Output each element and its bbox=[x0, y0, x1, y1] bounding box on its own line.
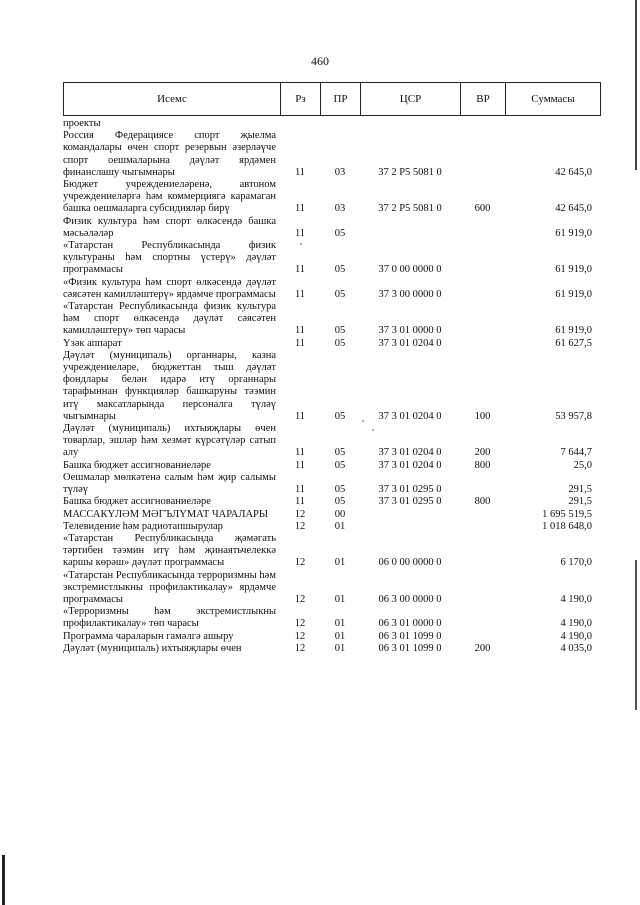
cell-csr: 06 3 01 1099 0 bbox=[378, 630, 442, 642]
cell-rz: 12 bbox=[294, 630, 306, 642]
cell-pr: 01 bbox=[334, 618, 346, 630]
table-header bbox=[63, 82, 601, 116]
cell-vr bbox=[460, 301, 505, 338]
budget-table bbox=[63, 118, 600, 655]
row-name-text: Россия Федерациясе спорт җыелма командалары өчен спорт резервын әзерләүче спорт оешмаларына дәүләт ярдәмен финанслашу чыгымнары bbox=[63, 130, 276, 178]
cell-sum: 1 695 519,5 bbox=[542, 508, 592, 520]
cell-vr bbox=[460, 240, 505, 277]
cell-name bbox=[63, 460, 280, 472]
row-name-text: Телевидение һәм радиотапшырулар bbox=[63, 520, 223, 532]
row-name-text: Башка бюджет ассигнованиеләре bbox=[63, 496, 211, 508]
header-csr: ЦСР bbox=[361, 83, 461, 116]
cell-sum: 4 035,0 bbox=[560, 642, 592, 654]
cell-vr bbox=[460, 606, 505, 630]
cell-name bbox=[63, 496, 280, 508]
row-name-text: «Татарстан Республикасында терроризмны һәм экстремистлыкны профилактикалау» ярдәмче программасы bbox=[63, 569, 276, 605]
cell-csr bbox=[360, 521, 460, 533]
cell-name bbox=[63, 277, 280, 301]
cell-pr: 05 bbox=[334, 410, 346, 422]
row-name-text: Программа чараларын гамәлгә ашыру bbox=[63, 630, 234, 642]
cell-sum: 53 957,8 bbox=[555, 410, 592, 422]
row-name-text: МАССАКҮЛӘМ МӘГЪЛҮМАТ ЧАРАЛАРЫ bbox=[63, 508, 269, 520]
cell-rz: 11 bbox=[294, 166, 306, 178]
cell-rz: 11 bbox=[294, 264, 306, 276]
header-name: Исемс bbox=[64, 83, 281, 116]
cell-name bbox=[63, 533, 280, 570]
cell-vr bbox=[460, 533, 505, 570]
header-sum: Суммасы bbox=[506, 83, 601, 116]
table-body bbox=[63, 118, 600, 655]
row-name-text: «Татарстан Республикасында җәмәгать тәртибен тәэмин итү һәм җинаятьчелеккә каршы көрәш» дәүләт программасы bbox=[63, 532, 276, 569]
cell-csr: 37 3 01 0204 0 bbox=[378, 447, 442, 459]
cell-name bbox=[63, 521, 280, 533]
table-row bbox=[63, 606, 600, 630]
cell-name bbox=[63, 472, 280, 496]
cell-vr bbox=[460, 521, 505, 533]
cell-pr: 05 bbox=[334, 337, 346, 349]
cell-name bbox=[63, 423, 280, 460]
table-row bbox=[63, 643, 600, 655]
cell-pr: 01 bbox=[334, 642, 346, 654]
cell-rz: 11 bbox=[294, 447, 306, 459]
cell-pr: 01 bbox=[334, 630, 346, 642]
cell-sum: 4 190,0 bbox=[560, 593, 592, 605]
cell-rz: 11 bbox=[294, 337, 306, 349]
cell-pr: 01 bbox=[334, 593, 346, 605]
row-name-text: «Физик культура һәм спорт өлкәсендә дәүләт сәясәтен камилләштерү» ярдәмче программасы bbox=[63, 276, 276, 300]
cell-pr: 05 bbox=[334, 447, 346, 459]
cell-vr bbox=[460, 509, 505, 521]
cell-sum: 4 190,0 bbox=[560, 630, 592, 642]
cell-rz: 11 bbox=[294, 496, 306, 508]
cell-rz: 11 bbox=[294, 227, 306, 239]
row-name-text: Физик культура һәм спорт өлкәсендә башка мәсьәләләр bbox=[63, 215, 276, 239]
cell-vr bbox=[460, 118, 505, 179]
cell-pr: 05 bbox=[334, 325, 346, 337]
table-row bbox=[63, 350, 600, 423]
cell-sum: 42 645,0 bbox=[555, 203, 592, 215]
cell-pr: 05 bbox=[334, 264, 346, 276]
scan-edge-mark bbox=[2, 855, 5, 905]
cell-vr: 800 bbox=[474, 459, 491, 471]
cell-pr: 00 bbox=[334, 508, 346, 520]
cell-csr: 06 0 00 0000 0 bbox=[378, 557, 442, 569]
cell-csr: 37 3 01 0204 0 bbox=[378, 459, 442, 471]
cell-name bbox=[63, 631, 280, 643]
cell-name bbox=[63, 350, 280, 423]
page-number: 460 bbox=[311, 54, 329, 68]
cell-name bbox=[63, 240, 280, 277]
row-name-text: Дәүләт (муниципаль) ихтыяҗлары өчен товарлар, эшләр һәм хезмәт күрсәтүләр сатып алу bbox=[63, 423, 276, 459]
cell-csr: 37 2 P5 5081 0 bbox=[378, 166, 442, 178]
cell-pr: 05 bbox=[334, 288, 346, 300]
table-row bbox=[63, 631, 600, 643]
cell-sum: 61 627,5 bbox=[555, 337, 592, 349]
cell-vr bbox=[460, 631, 505, 643]
cell-csr bbox=[360, 509, 460, 521]
cell-name bbox=[63, 509, 280, 521]
cell-vr bbox=[460, 216, 505, 240]
row-name-text: Дәүләт (муниципаль) органнары, казна учреждениеләре, бюджеттан тыш дәүләт фондлары белән идарә итү органнары тарафыннан функцияләр башкаруны тәэмин итү максатларында персоналга түләү чыгымнары bbox=[63, 349, 276, 422]
cell-sum: 7 644,7 bbox=[560, 447, 592, 459]
table-row bbox=[63, 240, 600, 277]
row-name-text: Үзәк аппарат bbox=[63, 337, 122, 349]
cell-rz: 11 bbox=[294, 203, 306, 215]
cell-rz: 11 bbox=[294, 325, 306, 337]
row-name-text: Дәүләт (муниципаль) ихтыяҗлары өчен bbox=[63, 642, 242, 654]
row-name-text: «Татарстан Республикасында физик культура һәм спорт өлкәсендә дәүләт сәясәтен камилләштерү» төп чарасы bbox=[63, 301, 276, 337]
cell-csr: 37 3 01 0000 0 bbox=[378, 325, 442, 337]
cell-sum: 4 190,0 bbox=[560, 618, 592, 630]
cell-vr: 200 bbox=[474, 447, 491, 459]
cell-csr: 37 2 P5 5081 0 bbox=[378, 203, 442, 215]
row-name-text: «Терроризмны һәм экстремистлыкны профилактикалау» төп чарасы bbox=[63, 606, 276, 630]
scan-edge-mark bbox=[635, 0, 637, 170]
cell-vr: 600 bbox=[474, 203, 491, 215]
cell-pr: 01 bbox=[334, 520, 346, 532]
cell-rz: 12 bbox=[294, 557, 306, 569]
header-pr: ПР bbox=[321, 83, 361, 116]
cell-name bbox=[63, 301, 280, 338]
table-row bbox=[63, 570, 600, 607]
row-name-text: Оешмалар мөлкәтенә салым һәм җир салымы түләү bbox=[63, 471, 276, 496]
cell-csr: 37 3 01 0204 0 bbox=[378, 410, 442, 422]
cell-vr: 100 bbox=[474, 410, 491, 422]
cell-vr bbox=[460, 570, 505, 607]
cell-name bbox=[63, 606, 280, 630]
table-row bbox=[63, 338, 600, 350]
scan-edge-mark bbox=[635, 560, 637, 710]
cell-vr bbox=[460, 472, 505, 496]
cell-csr: 06 3 01 0000 0 bbox=[378, 618, 442, 630]
cell-pr: 03 bbox=[334, 166, 346, 178]
cell-sum: 291,5 bbox=[568, 484, 592, 496]
cell-rz: 11 bbox=[294, 288, 306, 300]
cell-rz: 11 bbox=[294, 410, 306, 422]
cell-sum: 61 919,0 bbox=[555, 264, 592, 276]
cell-pr: 03 bbox=[334, 203, 346, 215]
row-name-text: проекты bbox=[63, 118, 101, 129]
cell-name bbox=[63, 216, 280, 240]
cell-sum: 25,0 bbox=[573, 459, 592, 471]
cell-vr: 200 bbox=[474, 642, 491, 654]
cell-csr bbox=[360, 216, 460, 240]
cell-pr: 05 bbox=[334, 484, 346, 496]
header-vr: ВР bbox=[461, 83, 506, 116]
cell-sum: 61 919,0 bbox=[555, 325, 592, 337]
table-row bbox=[63, 301, 600, 338]
cell-csr: 37 3 01 0295 0 bbox=[378, 484, 442, 496]
table-row bbox=[63, 423, 600, 460]
table-row bbox=[63, 277, 600, 301]
table-row bbox=[63, 118, 600, 179]
cell-rz: 12 bbox=[294, 520, 306, 532]
table-row bbox=[63, 496, 600, 508]
cell-name bbox=[63, 570, 280, 607]
cell-pr: 05 bbox=[334, 227, 346, 239]
cell-csr: 06 3 00 0000 0 bbox=[378, 593, 442, 605]
row-name-text: Башка бюджет ассигнованиеләре bbox=[63, 459, 211, 471]
cell-name bbox=[63, 118, 280, 179]
cell-sum: 291,5 bbox=[568, 496, 592, 508]
header-rz: Рз bbox=[281, 83, 321, 116]
cell-name bbox=[63, 643, 280, 655]
table-row bbox=[63, 460, 600, 472]
cell-sum: 1 018 648,0 bbox=[542, 520, 592, 532]
cell-name bbox=[63, 338, 280, 350]
cell-vr bbox=[460, 277, 505, 301]
cell-pr: 05 bbox=[334, 459, 346, 471]
table-row bbox=[63, 179, 600, 216]
row-name-text: Бюджет учреждениеләренә, автоном учреждениеләргә һәм коммерциягә карамаган башка оешмаларга субсидияләр бирү bbox=[63, 179, 276, 215]
cell-pr: 05 bbox=[334, 496, 346, 508]
cell-sum: 61 919,0 bbox=[555, 288, 592, 300]
cell-pr: 01 bbox=[334, 557, 346, 569]
table-row bbox=[63, 521, 600, 533]
cell-rz: 12 bbox=[294, 642, 306, 654]
cell-rz: 12 bbox=[294, 593, 306, 605]
cell-csr: 06 3 01 1099 0 bbox=[378, 642, 442, 654]
table-row bbox=[63, 216, 600, 240]
cell-sum: 42 645,0 bbox=[555, 166, 592, 178]
cell-csr: 37 0 00 0000 0 bbox=[378, 264, 442, 276]
cell-vr: 800 bbox=[474, 496, 491, 508]
cell-vr bbox=[460, 338, 505, 350]
cell-csr: 37 3 01 0204 0 bbox=[378, 337, 442, 349]
cell-rz: 11 bbox=[294, 484, 306, 496]
cell-sum: 6 170,0 bbox=[560, 557, 592, 569]
cell-name bbox=[63, 179, 280, 216]
cell-csr: 37 3 01 0295 0 bbox=[378, 496, 442, 508]
table-row bbox=[63, 472, 600, 496]
cell-csr: 37 3 00 0000 0 bbox=[378, 288, 442, 300]
cell-rz: 12 bbox=[294, 508, 306, 520]
cell-rz: 12 bbox=[294, 618, 306, 630]
cell-sum: 61 919,0 bbox=[555, 227, 592, 239]
table-row bbox=[63, 509, 600, 521]
table-row bbox=[63, 533, 600, 570]
cell-rz: 11 bbox=[294, 459, 306, 471]
row-name-text: «Татарстан Республикасында физик культураны һәм спортны үстерү» дәүләт программасы bbox=[63, 240, 276, 276]
